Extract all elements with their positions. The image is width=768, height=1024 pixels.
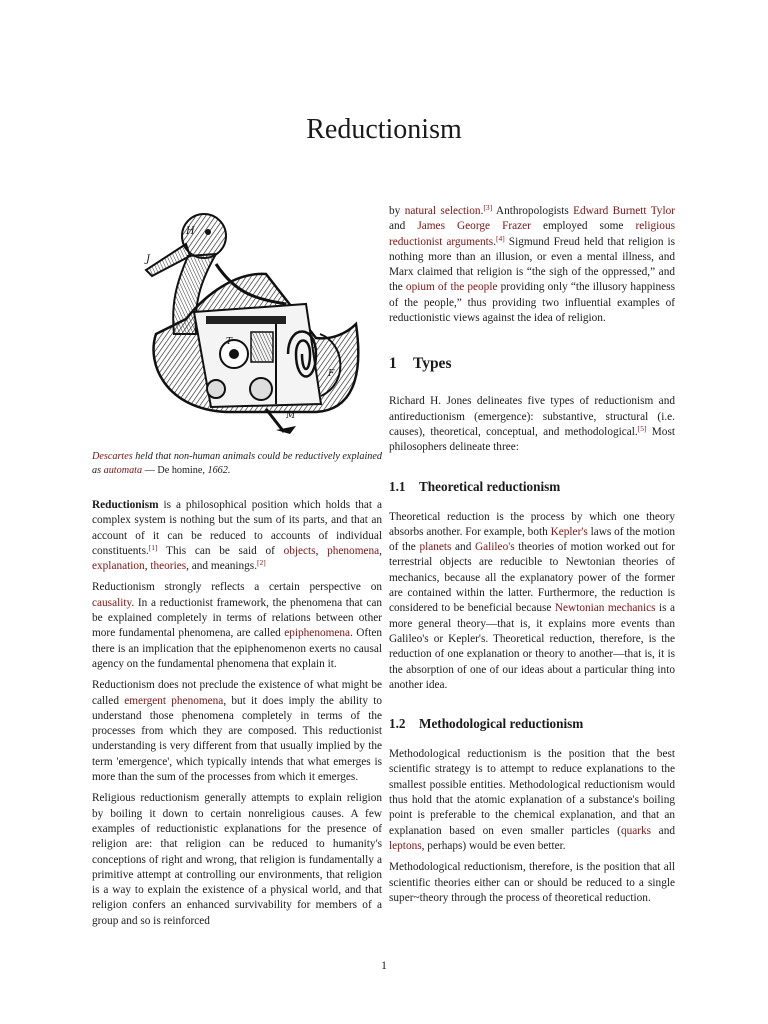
link-natural-selection[interactable]: natural selection xyxy=(404,205,481,217)
subsection-heading-methodological: 1.2 Methodological reductionism xyxy=(389,716,584,732)
paragraph: Methodological reductionism is the position that the best scientific strategy is to attempt to reduce explanations to the smallest possible entities. Methodological reductionism would thus hold that the atomic explanation of a substance's boiling point is preferable to the chemical explanation, and that an explanation based on even smaller particles (quarks and leptons, perhaps) would be even better. xyxy=(389,748,675,852)
link-leptons[interactable]: leptons xyxy=(389,839,422,852)
paragraph: Reductionism does not preclude the existence of what might be called emergent phenomena, but it does imply the ability to understand those phenomena completely in terms of the processes from which they are composed. This reductionist understanding is very different from that usually implied by the term 'emergence', which typically intends that what emerges is more than the sum of the processes from which it emerges. xyxy=(92,679,382,784)
citation[interactable]: [2] xyxy=(257,558,266,568)
link-descartes[interactable]: Descartes xyxy=(92,451,133,462)
citation[interactable]: [5] xyxy=(637,423,647,433)
right-column xyxy=(389,204,675,912)
section-heading-types: 1 Types xyxy=(389,355,452,373)
mechanical-duck-illustration xyxy=(116,204,366,434)
link-planets[interactable]: planets xyxy=(419,541,452,554)
paragraph: Richard H. Jones delineates five types of reductionism and antireductionism (emergence): substantive, structural (i.e. causes), theoretical, conceptual, and methodological.[5] Most philosophers delineate three: xyxy=(389,395,675,454)
paragraph: Religious reductionism generally attempts to explain religion by boiling it down to certain nonreligious causes. A few examples of reductionistic explanations for the presence of religion are: that religion can be reduced to humanity's conceptions of right and wrong, that religion is fundamentally a primitive attempt at controlling our environments, that religion is a way to explain the existence of a physical world, and that religion confers an enhanced survivability for members of a group and so is reinforced xyxy=(92,792,382,927)
link-galileos[interactable]: Galileo's xyxy=(474,541,515,554)
page-number: 1 xyxy=(381,960,387,972)
figure-label: J xyxy=(146,254,151,265)
link-opium-of-the-people[interactable]: opium of the people xyxy=(405,281,498,294)
link-keplers[interactable]: Kepler's xyxy=(550,525,588,538)
link-objects[interactable]: objects xyxy=(283,544,316,557)
link-phenomena[interactable]: phenomena xyxy=(327,544,380,557)
citation[interactable]: [3] xyxy=(483,203,493,212)
link-automata[interactable]: automata xyxy=(103,464,143,476)
paragraph: Methodological reductionism, therefore, is the position that all scientific theories either can or should be reduced to a single super~theory through the process of theoretical reduction. xyxy=(389,861,675,904)
link-quarks[interactable]: quarks xyxy=(620,824,652,837)
citation[interactable]: [1] xyxy=(148,542,158,552)
link-james-george-frazer[interactable]: James George Frazer xyxy=(417,220,531,233)
paragraph: Reductionism strongly reflects a certain perspective on causality. In a reductionist framework, the phenomena that can be explained completely in terms of relations between other more fundamental phenomena, are called epiphenomena. Often there is an implication that the epiphenomenon exerts no causal agency on the fundamental phenomena that explain it. xyxy=(92,581,382,670)
figure-label: F xyxy=(328,369,335,379)
link-explanation[interactable]: explanation xyxy=(92,560,145,573)
figure-label: T xyxy=(226,337,233,347)
link-theories[interactable]: theories xyxy=(150,560,187,573)
link-edward-burnett-tylor[interactable]: Edward Burnett Tylor xyxy=(573,205,676,217)
figure-label: M xyxy=(286,411,296,421)
figure-label: H xyxy=(186,226,195,237)
link-newtonian-mechanics[interactable]: Newtonian mechanics xyxy=(554,602,656,615)
subsection-heading-theoretical: 1.1 Theoretical reductionism xyxy=(389,478,561,494)
citation[interactable]: [4] xyxy=(496,233,505,243)
link-religious-reductionist-arguments[interactable]: religious reductionist arguments xyxy=(389,220,675,248)
left-column xyxy=(92,498,382,935)
article-title: Reductionism xyxy=(306,114,462,145)
link-causality[interactable]: causality xyxy=(92,596,132,609)
figure-caption: Descartes held that non-human animals could be reductively explained as automata — De homine, 1662. xyxy=(92,451,382,476)
link-emergent-phenomena[interactable]: emergent phenomena xyxy=(124,694,224,707)
link-epiphenomena[interactable]: epiphenomena xyxy=(284,627,351,640)
paragraph: Reductionism is a philosophical position which holds that a complex system is nothing but the sum of its parts, and that an account of it can be reduced to accounts of individual constituents.[1] This can be said of objects, phenomena, explanation, theories, and meanings.[2] xyxy=(92,499,382,573)
duck-figure xyxy=(116,204,366,434)
paragraph: by natural selection.[3] Anthropologists Edward Burnett Tylor and James George Frazer employed some religious reductionist arguments.[4] Sigmund Freud held that religion is nothing more than an illusion, or even a mental illness, and Marx claimed that religion is “the sigh of the oppressed,” and the opium of the people providing only “the illusory happiness of the people,” thus providing two influential examples of reductionistic views against the idea of religion. xyxy=(389,203,676,325)
paragraph: Theoretical reduction is the process by which one theory absorbs another. For example, both Kepler's laws of the motion of the planets and Galileo's theories of motion worked out for terrestrial objects are reducible to Newtonian theories of mechanics, because all the explanatory power of the former are contained within the latter. Furthermore, the reduction is considered to be beneficial because Newtonian mechanics is a more general theory—that is, it explains more events than Galileo's or Kepler's. Theoretical reduction, therefore, is the reduction of one explanation or theory to another—that is, it is the absorption of one of our ideas about a particular thing into another idea. xyxy=(389,510,675,691)
